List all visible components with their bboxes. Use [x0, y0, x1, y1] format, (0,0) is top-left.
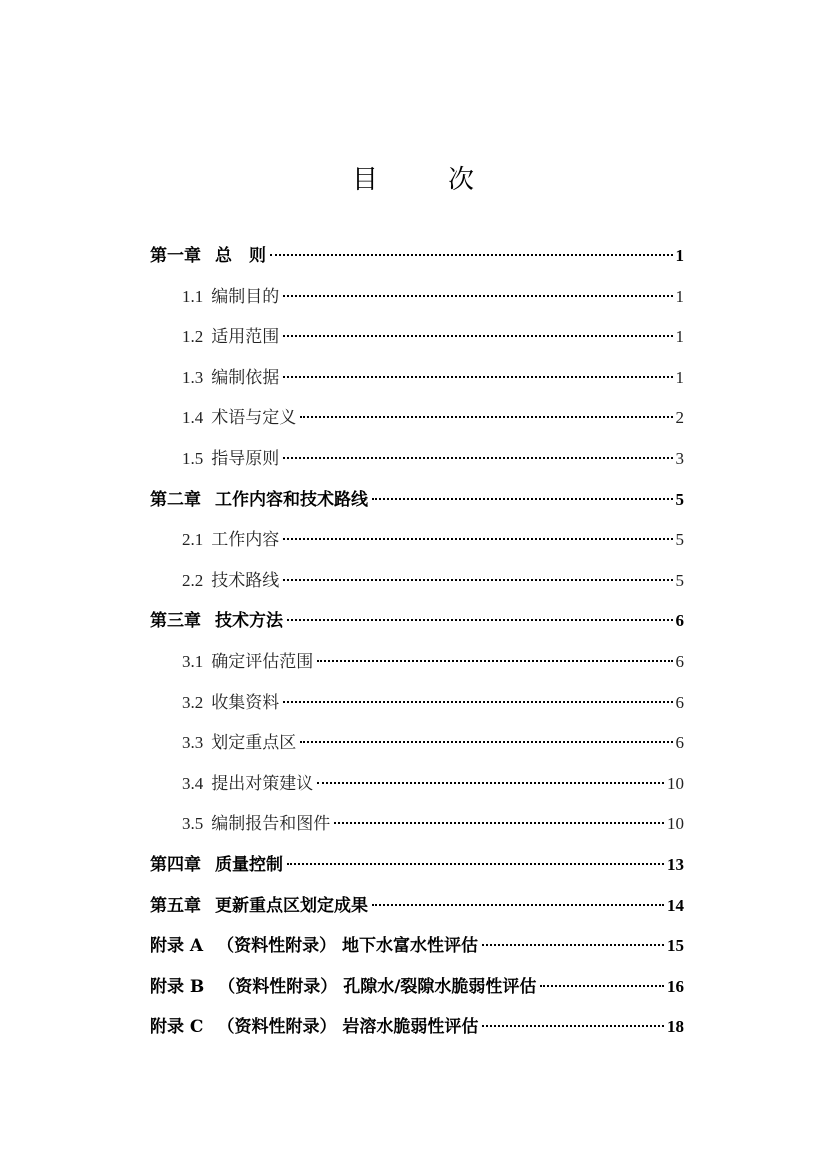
toc-entry-label: （资料性附录） 孔隙水/裂隙水脆弱性评估: [218, 976, 537, 997]
dot-leader: [540, 985, 664, 987]
dot-leader: [482, 1025, 664, 1027]
toc-entry-label: 更新重点区划定成果: [215, 895, 368, 916]
table-of-contents: [150, 236, 684, 1048]
toc-entry-page-number: 5: [675, 530, 684, 550]
toc-entry-page-number: 1: [675, 246, 684, 265]
toc-entry-label: 指导原则: [211, 448, 280, 469]
toc-entry-page-number: 10: [667, 814, 684, 834]
toc-entry-number: 1.1: [182, 286, 204, 306]
toc-entry-page-number: 16: [667, 976, 684, 996]
toc-entry-number: 第五章: [150, 895, 201, 916]
toc-entry-number: 附录 B: [150, 976, 205, 997]
toc-entry-label: 质量控制: [215, 854, 283, 875]
toc-entry-label: 技术方法: [215, 611, 283, 632]
dot-leader: [283, 701, 672, 703]
dot-leader: [300, 741, 672, 743]
toc-entry-label: （资料性附录） 地下水富水性评估: [217, 936, 479, 957]
toc-entry-label: 工作内容和技术路线: [215, 489, 368, 510]
toc-entry-page-number: 14: [667, 895, 684, 915]
toc-chapter-entry[interactable]: [150, 236, 684, 277]
toc-entry-page-number: 3: [675, 448, 684, 468]
toc-entry-number: 第三章: [150, 611, 201, 632]
toc-section-entry[interactable]: [150, 277, 684, 318]
toc-entry-label: 编制目的: [211, 286, 280, 307]
toc-entry-label: 术语与定义: [211, 408, 297, 429]
toc-entry-page-number: 6: [675, 733, 684, 753]
toc-entry-label: 划定重点区: [211, 733, 297, 754]
toc-entry-number: 1.3: [182, 367, 204, 387]
toc-chapter-entry[interactable]: [150, 967, 684, 1008]
toc-section-entry[interactable]: [150, 764, 684, 805]
dot-leader: [334, 822, 664, 824]
toc-entry-label: 提出对策建议: [211, 773, 314, 794]
dot-leader: [287, 863, 664, 865]
toc-entry-number: 第四章: [150, 854, 201, 875]
toc-entry-page-number: 18: [667, 1017, 684, 1037]
dot-leader: [287, 619, 673, 621]
toc-entry-number: 1.5: [182, 448, 204, 468]
dot-leader: [300, 416, 672, 418]
toc-section-entry[interactable]: [150, 683, 684, 724]
toc-entry-number: 1.2: [182, 327, 204, 347]
toc-entry-page-number: 5: [675, 489, 684, 509]
toc-entry-label: 编制依据: [211, 367, 280, 388]
toc-entry-page-number: 6: [675, 692, 684, 712]
toc-section-entry[interactable]: [150, 439, 684, 480]
toc-section-entry[interactable]: [150, 723, 684, 764]
toc-entry-number: 1.4: [182, 408, 204, 428]
toc-entry-page-number: 13: [667, 854, 684, 874]
toc-entry-number: 2.1: [182, 530, 204, 550]
toc-chapter-entry[interactable]: [150, 926, 684, 967]
toc-entry-label: 适用范围: [211, 327, 280, 348]
toc-section-entry[interactable]: [150, 358, 684, 399]
toc-entry-page-number: 2: [675, 408, 684, 428]
dot-leader: [283, 457, 672, 459]
toc-entry-label: 收集资料: [211, 692, 280, 713]
toc-entry-number: 3.5: [182, 814, 204, 834]
toc-section-entry[interactable]: [150, 804, 684, 845]
toc-section-entry[interactable]: [150, 561, 684, 602]
dot-leader: [372, 498, 673, 500]
toc-entry-number: 附录 C: [150, 1017, 204, 1038]
toc-entry-number: 3.1: [182, 651, 204, 671]
toc-entry-page-number: 1: [675, 367, 684, 387]
dot-leader: [283, 295, 672, 297]
toc-entry-page-number: 6: [675, 651, 684, 671]
toc-entry-number: 第二章: [150, 489, 201, 510]
toc-entry-page-number: 15: [667, 936, 684, 956]
dot-leader: [317, 782, 664, 784]
toc-entry-page-number: 1: [675, 286, 684, 306]
dot-leader: [482, 944, 664, 946]
toc-entry-page-number: 1: [675, 327, 684, 347]
dot-leader: [317, 660, 672, 662]
dot-leader: [283, 335, 672, 337]
toc-section-entry[interactable]: [150, 398, 684, 439]
toc-entry-label: 总 则: [215, 246, 266, 266]
toc-section-entry[interactable]: [150, 642, 684, 683]
dot-leader: [270, 254, 673, 256]
toc-entry-number: 附录 A: [150, 936, 204, 957]
dot-leader: [283, 538, 672, 540]
toc-entry-number: 第一章: [150, 246, 201, 266]
toc-section-entry[interactable]: [150, 520, 684, 561]
dot-leader: [283, 579, 672, 581]
toc-entry-label: 确定评估范围: [211, 651, 314, 672]
toc-entry-label: 技术路线: [211, 570, 280, 591]
toc-entry-page-number: 10: [667, 773, 684, 793]
toc-entry-number: 3.2: [182, 692, 204, 712]
toc-section-entry[interactable]: [150, 317, 684, 358]
toc-entry-label: 编制报告和图件: [211, 814, 331, 835]
dot-leader: [372, 904, 664, 906]
toc-entry-number: 2.2: [182, 570, 204, 590]
toc-chapter-entry[interactable]: [150, 480, 684, 521]
toc-entry-label: （资料性附录） 岩溶水脆弱性评估: [217, 1017, 479, 1038]
toc-chapter-entry[interactable]: [150, 601, 684, 642]
toc-entry-page-number: 6: [675, 611, 684, 631]
toc-chapter-entry[interactable]: [150, 845, 684, 886]
toc-chapter-entry[interactable]: [150, 1007, 684, 1048]
toc-entry-page-number: 5: [675, 570, 684, 590]
dot-leader: [283, 376, 672, 378]
toc-chapter-entry[interactable]: [150, 886, 684, 927]
page-title: 目 次: [351, 165, 496, 195]
toc-entry-label: 工作内容: [211, 530, 280, 551]
toc-entry-number: 3.4: [182, 773, 204, 793]
toc-entry-number: 3.3: [182, 733, 204, 753]
